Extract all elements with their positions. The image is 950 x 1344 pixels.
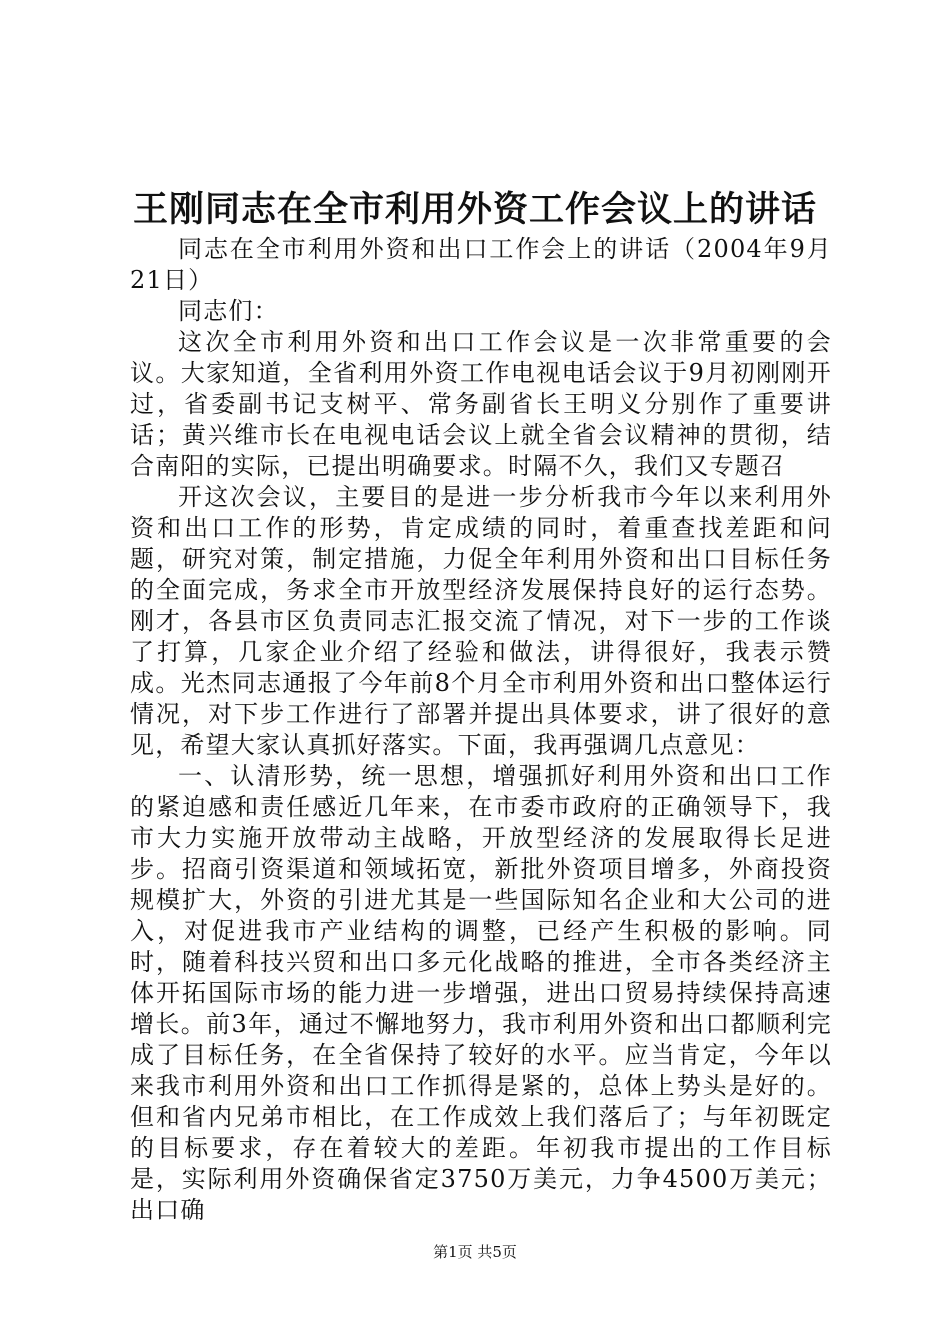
body-paragraph: 一、认清形势，统一思想，增强抓好利用外资和出口工作的紧迫感和责任感近几年来，在市委市政府的正确领导下，我市大力实施开放带动主战略，开放型经济的发展取得长足进步。招商引资渠道和领域拓宽，新批外资项目增多，外商投资规模扩大，外资的引进尤其是一些国际知名企业和大公司的进入，对促进我市产业结构的调整，已经产生积极的影响。同时，随着科技兴贸和出口多元化战略的推进，全市各类经济主体开拓国际市场的能力进一步增强，进出口贸易持续保持高速增长。前3年，通过不懈地努力，我市利用外资和出口都顺利完成了目标任务，在全省保持了较好的水平。应当肯定，今年以来我市利用外资和出口工作抓得是紧的，总体上势头是好的。但和省内兄弟市相比，在工作成效上我们落后了；与年初既定的目标要求，存在着较大的差距。年初我市提出的工作目标是，实际利用外资确保省定3750万美元，力争4500万美元；出口确 xyxy=(130,762,832,1224)
page-number-footer: 第1页 共5页 xyxy=(433,1243,517,1261)
salutation-paragraph: 同志们： xyxy=(178,297,279,325)
body-paragraph: 开这次会议，主要目的是进一步分析我市今年以来利用外资和出口工作的形势，肯定成绩的同时，着重查找差距和问题，研究对策，制定措施，力促全年利用外资和出口目标任务的全面完成，务求全市开放型经济发展保持良好的运行态势。刚才，各县市区负责同志汇报交流了情况，对下一步的工作谈了打算，几家企业介绍了经验和做法，讲得很好，我表示赞成。光杰同志通报了今年前8个月全市利用外资和出口整体运行情况，对下步工作进行了部署并提出具体要求，讲了很好的意见，希望大家认真抓好落实。下面，我再强调几点意见： xyxy=(130,483,832,759)
subtitle-paragraph: 同志在全市利用外资和出口工作会上的讲话（2004年9月21日） xyxy=(130,235,832,294)
body-paragraph: 这次全市利用外资和出口工作会议是一次非常重要的会议。大家知道，全省利用外资工作电视电话会议于9月初刚刚开过，省委副书记支树平、常务副省长王明义分别作了重要讲话；黄兴维市长在电视电话会议上就全省会议精神的贯彻，结合南阳的实际，已提出明确要求。时隔不久，我们又专题召 xyxy=(130,328,832,480)
document-title: 王刚同志在全市利用外资工作会议上的讲话 xyxy=(132,189,817,230)
document-body xyxy=(130,234,832,1226)
